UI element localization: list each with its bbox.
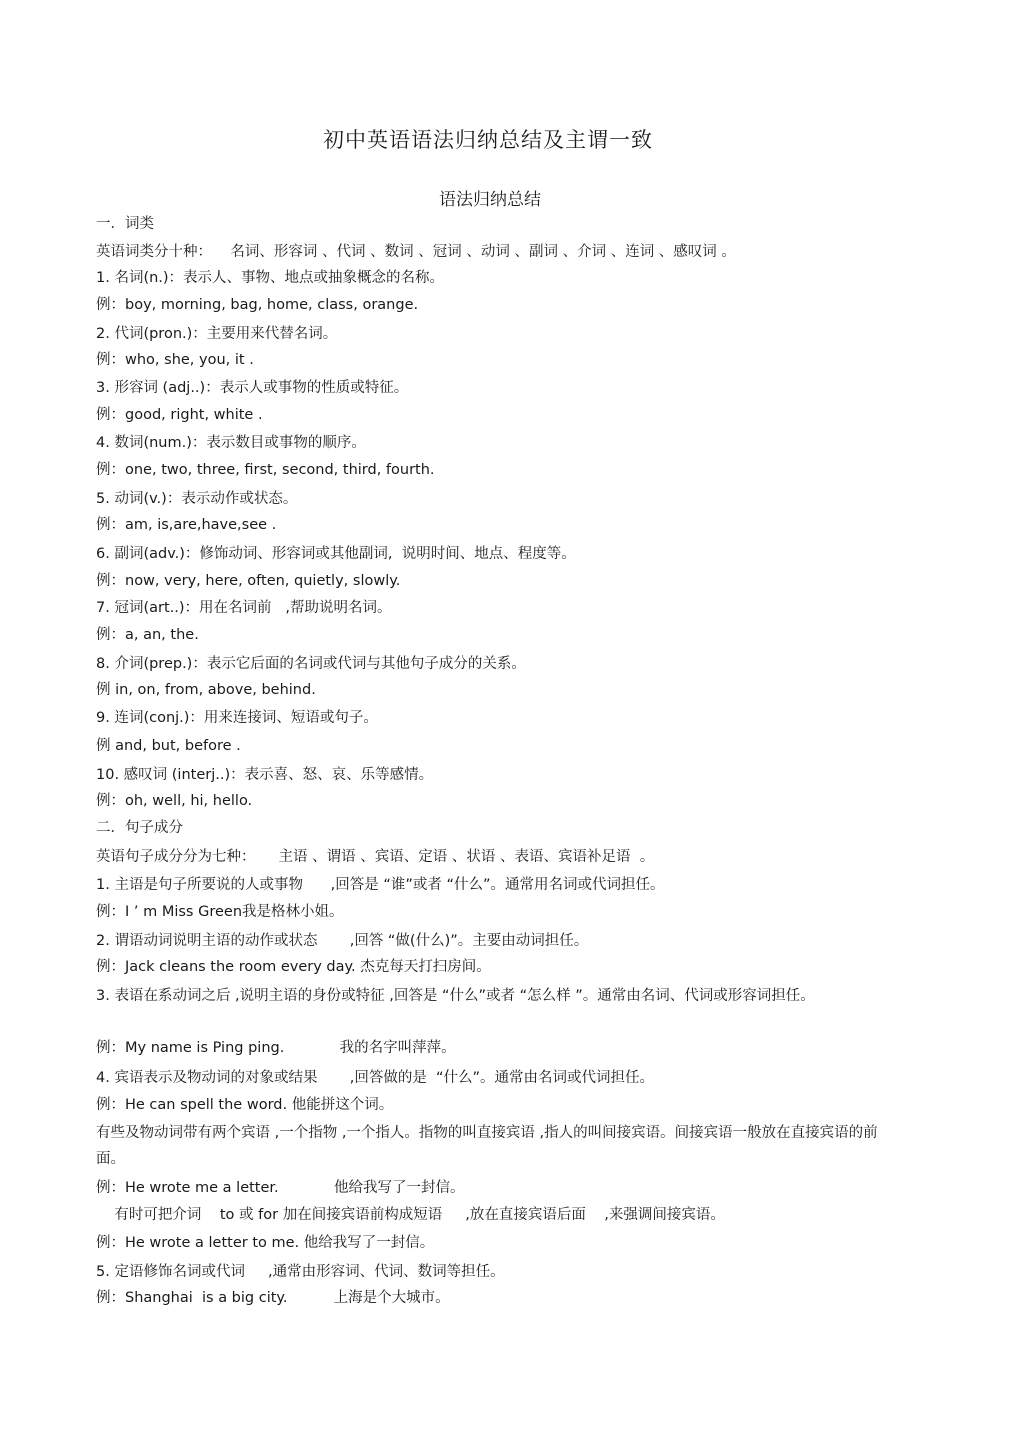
- text-line: 英语句子成分分为七种： 主语 、谓语 、宾语、定语 、状语 、表语、宾语补足语 。: [96, 849, 655, 865]
- document-title: 初中英语语法归纳总结及主谓一致: [323, 128, 653, 152]
- heading-word-classes: 一．词类: [96, 216, 154, 232]
- example-line: 例 in, on, from, above, behind.: [96, 682, 316, 698]
- text-paragraph: 3. 表语在系动词之后 ,说明主语的身份或特征 ,回答是 “什么”或者 “怎么样 ”。通常由名词、代词或形容词担任。: [96, 988, 815, 1004]
- example-line: 例：am, is,are,have,see .: [96, 517, 277, 533]
- text-paragraph: 有些及物动词带有两个宾语 ,一个指物 ,一个指人。指物的叫直接宾语 ,指人的叫间接宾语。间接宾语一般放在直接宾语的前面。: [96, 1125, 878, 1167]
- text-line: 10. 感叹词 (interj..)：表示喜、怒、哀、乐等感情。: [96, 767, 434, 783]
- example-line: 例：Jack cleans the room every day. 杰克每天打扫房间。: [96, 959, 491, 975]
- example-line: 例：My name is Ping ping. 我的名字叫萍萍。: [96, 1040, 456, 1056]
- text-line: 5. 动词(v.)：表示动作或状态。: [96, 491, 298, 507]
- example-line: 例：oh, well, hi, hello.: [96, 793, 253, 809]
- text-line: 英语词类分十种： 名词、形容词 、代词 、数词 、冠词 、动词 、副词 、介词 、连词 、感叹词 。: [96, 244, 736, 260]
- text-line: 3. 形容词 (adj..)：表示人或事物的性质或特征。: [96, 380, 409, 396]
- example-line: 例：He wrote me a letter. 他给我写了一封信。: [96, 1180, 465, 1196]
- example-line: 例：now, very, here, often, quietly, slowly.: [96, 573, 401, 589]
- text-line: 4. 数词(num.)：表示数目或事物的顺序。: [96, 435, 366, 451]
- example-line: 例：one, two, three, first, second, third, fourth.: [96, 462, 435, 478]
- heading-sentence-elements: 二．句子成分: [96, 820, 183, 836]
- text-line: 有时可把介词 to 或 for 加在间接宾语前构成短语 ,放在直接宾语后面 ,来强调间接宾语。: [96, 1207, 725, 1223]
- example-line: 例：boy, morning, bag, home, class, orange.: [96, 297, 419, 313]
- text-line: 9. 连词(conj.)：用来连接词、短语或句子。: [96, 710, 378, 726]
- example-line: 例：good, right, white .: [96, 407, 263, 423]
- example-line: 例：a, an, the.: [96, 627, 199, 643]
- example-line: 例 and, but, before .: [96, 738, 241, 754]
- text-line: 8. 介词(prep.)：表示它后面的名词或代词与其他句子成分的关系。: [96, 656, 526, 672]
- example-line: 例：I ’ m Miss Green我是格林小姐。: [96, 904, 344, 920]
- text-line: 2. 谓语动词说明主语的动作或状态 ,回答 “做(什么)”。主要由动词担任。: [96, 933, 589, 949]
- example-line: 例：Shanghai is a big city. 上海是个大城市。: [96, 1290, 450, 1306]
- example-line: 例：He can spell the word. 他能拼这个词。: [96, 1097, 394, 1113]
- section-title: 语法归纳总结: [439, 190, 541, 210]
- example-line: 例：He wrote a letter to me. 他给我写了一封信。: [96, 1235, 435, 1251]
- text-line: 7. 冠词(art..)：用在名词前 ,帮助说明名词。: [96, 600, 392, 616]
- text-line: 1. 主语是句子所要说的人或事物 ,回答是 “谁”或者 “什么”。通常用名词或代词担任。: [96, 877, 665, 893]
- example-line: 例：who, she, you, it .: [96, 352, 254, 368]
- text-line: 5. 定语修饰名词或代词 ,通常由形容词、代词、数词等担任。: [96, 1264, 505, 1280]
- text-line: 2. 代词(pron.)：主要用来代替名词。: [96, 326, 338, 342]
- text-line: 6. 副词(adv.)：修饰动词、形容词或其他副词, 说明时间、地点、程度等。: [96, 546, 576, 562]
- text-line: 1. 名词(n.)：表示人、事物、地点或抽象概念的名称。: [96, 270, 445, 286]
- text-line: 4. 宾语表示及物动词的对象或结果 ,回答做的是 “什么”。通常由名词或代词担任。: [96, 1070, 655, 1086]
